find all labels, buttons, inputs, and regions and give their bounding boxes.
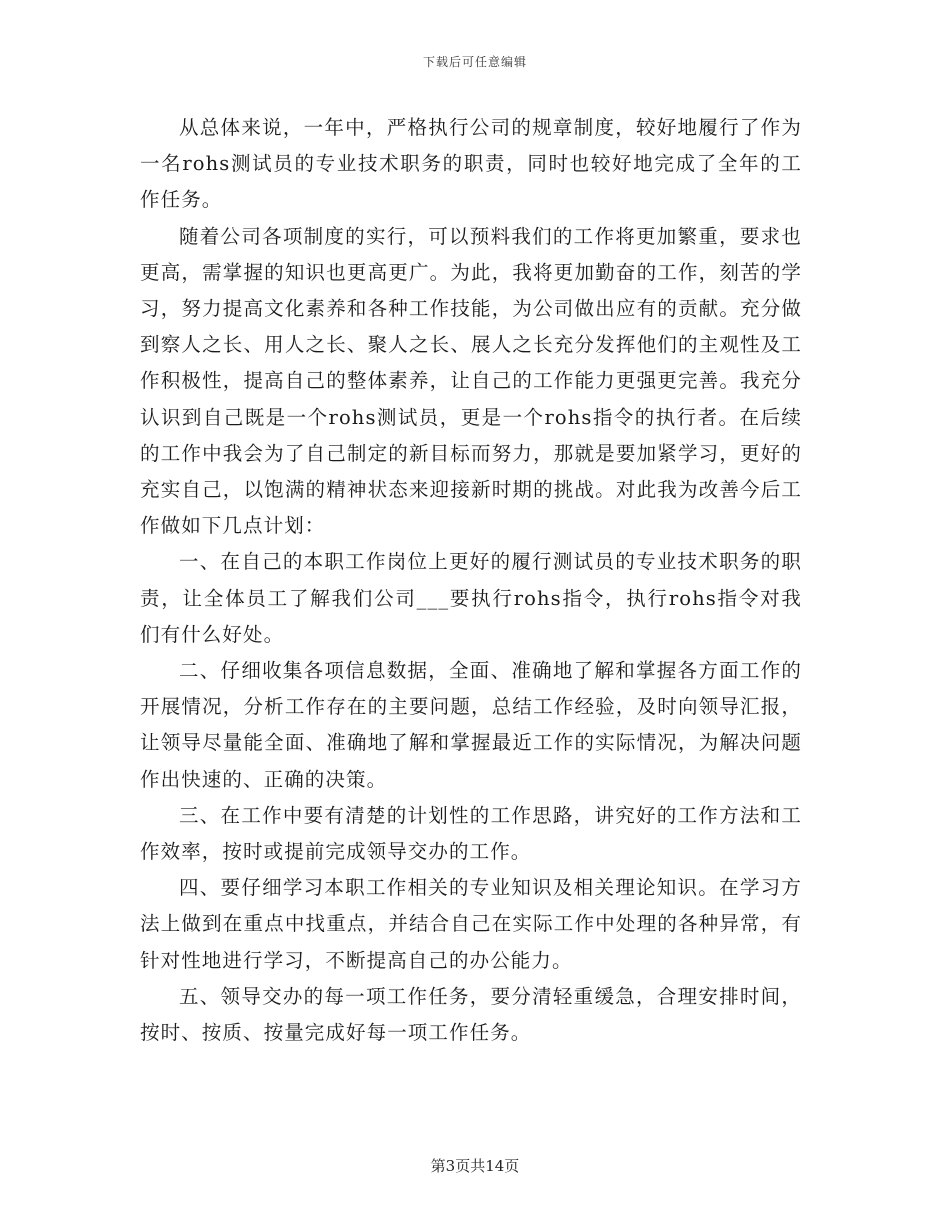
- page-number: 第3页共14页: [430, 1157, 520, 1175]
- paragraph-summary: 从总体来说，一年中，严格执行公司的规章制度，较好地履行了作为一名rohs测试员的专业技术职务的职责，同时也较好地完成了全年的工作任务。: [140, 116, 802, 212]
- paragraph-plan-2: 二、仔细收集各项信息数据，全面、准确地了解和掌握各方面工作的开展情况，分析工作存在的主要问题，总结工作经验，及时向领导汇报，让领导尽量能全面、准确地了解和掌握最近工作的实际情况，为解决问题作出快速的、正确的决策。: [140, 659, 802, 791]
- paragraph-plan-3: 三、在工作中要有清楚的计划性的工作思路，讲究好的工作方法和工作效率，按时或提前完成领导交办的工作。: [140, 803, 802, 864]
- paragraph-plan-1: 一、在自己的本职工作岗位上更好的履行测试员的专业技术职务的职责，让全体员工了解我们公司___要执行rohs指令，执行rohs指令对我们有什么好处。: [140, 550, 802, 646]
- paragraph-outlook: 随着公司各项制度的实行，可以预料我们的工作将更加繁重，要求也更高，需掌握的知识也更高更广。为此，我将更加勤奋的工作，刻苦的学习，努力提高文化素养和各种工作技能，为公司做出应有的贡献。充分做到察人之长、用人之长、聚人之长、展人之长充分发挥他们的主观性及工作积极性，提高自己的整体素养，让自己的工作能力更强更完善。我充分认识到自己既是一个rohs测试员，更是一个rohs指令的执行者。在后续的工作中我会为了自己制定的新目标而努力，那就是要加紧学习，更好的充实自己，以饱满的精神状态来迎接新时期的挑战。对此我为改善今后工作做如下几点计划：: [140, 224, 802, 538]
- paragraph-plan-5: 五、领导交办的每一项工作任务，要分清轻重缓急，合理安排时间，按时、按质、按量完成好每一项工作任务。: [140, 984, 802, 1045]
- paragraph-plan-4: 四、要仔细学习本职工作相关的专业知识及相关理论知识。在学习方法上做到在重点中找重点，并结合自己在实际工作中处理的各种异常，有针对性地进行学习，不断提高自己的办公能力。: [140, 876, 802, 972]
- document-body: [140, 110, 802, 1051]
- page-header-note: 下载后可任意编辑: [422, 55, 527, 69]
